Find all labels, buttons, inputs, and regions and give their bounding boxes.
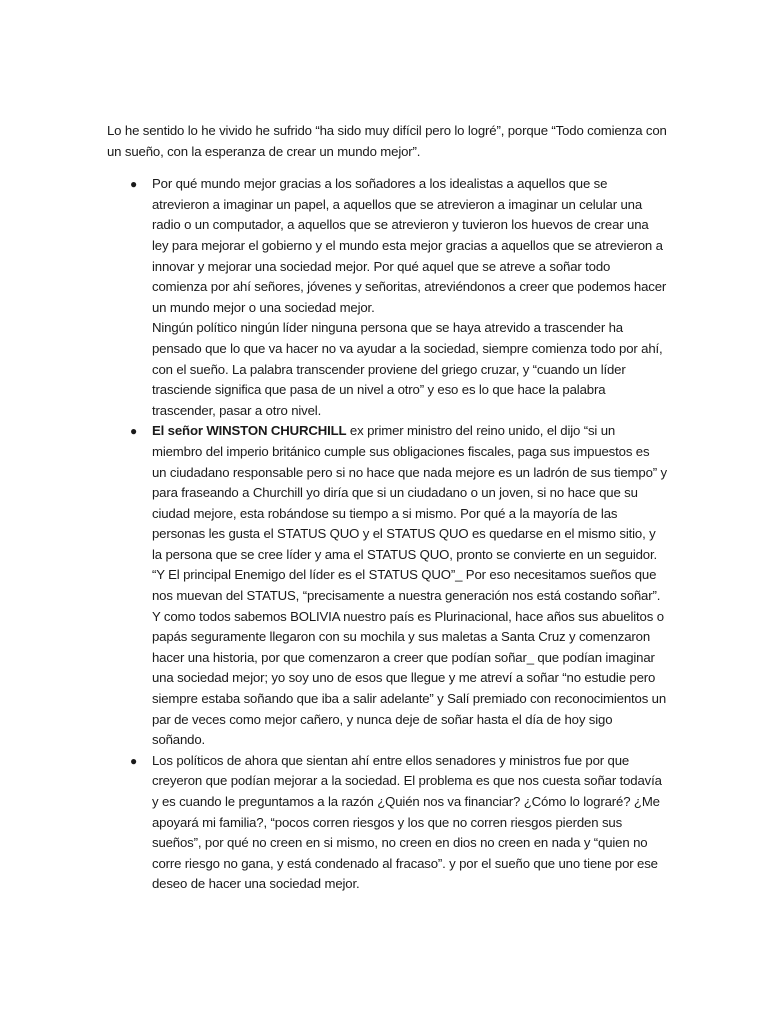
list-item bbox=[107, 751, 667, 895]
list-item-text: ex primer ministro del reino unido, el dijo “si un miembro del imperio británico cumple sus obligaciones fiscales, paga sus impuestos es un ciudadano responsable pero si no hace que nada mejore es un ladrón de sus tiempo” y para fraseando a Churchill yo diría que si un ciudadano o un joven, si no hace que su ciudad mejore, esta robándose su tiempo a si mismo. Por qué a la mayoría de las personas les gusta el STATUS QUO y el STATUS QUO es quedarse en el mismo sitio, y la persona que se cree líder y ama el STATUS QUO, pronto se convierte en un seguidor. “Y El principal Enemigo del líder es el STATUS QUO”_ Por eso necesitamos sueños que nos muevan del STATUS, “precisamente a nuestra generación nos está costando soñar”. Y como todos sabemos BOLIVIA nuestro país es Plurinacional, hace años sus abuelitos o papás seguramente llegaron con su mochila y sus maletas a Santa Cruz y comenzaron hacer una historia, por que comenzaron a creer que podían soñar_ que podían imaginar una sociedad mejor; yo soy uno de esos que llegue y me atreví a soñar “no estudie pero siempre estaba soñando que iba a salir adelante” y Salí premiado con reconocimientos un par de veces como mejor cañero, y nunca deje de soñar hasta el día de hoy sigo soñando. bbox=[152, 423, 667, 748]
document-body bbox=[107, 121, 667, 895]
list-item-paragraph: Por qué mundo mejor gracias a los soñadores a los idealistas a aquellos que se atrevieron a imaginar un papel, a aquellos que se atrevieron a imaginar un celular una radio o un computador, a aquellos que se atrevieron y tuvieron los huevos de crear una ley para mejorar el gobierno y el mundo esta mejor gracias a aquellos que se atrevieron a innovar y mejorar una sociedad mejor. Por qué aquel que se atreve a soñar todo comienza por ahí señores, jóvenes y señoritas, atreviéndonos a creer que podemos hacer un mundo mejor o una sociedad mejor. bbox=[152, 176, 667, 315]
bold-lead: El señor WINSTON CHURCHILL bbox=[152, 423, 347, 439]
bullet-icon: ● bbox=[130, 177, 138, 192]
list-item-paragraph bbox=[152, 421, 667, 751]
bullet-list bbox=[107, 174, 667, 895]
list-item bbox=[107, 174, 667, 421]
list-item bbox=[107, 421, 667, 751]
bullet-icon: ● bbox=[130, 424, 138, 439]
bullet-icon: ● bbox=[130, 753, 138, 768]
list-item-paragraph: Los políticos de ahora que sientan ahí entre ellos senadores y ministros fue por que creyeron que podían mejorar a la sociedad. El problema es que nos cuesta soñar todavía y es cuando le preguntamos a la razón ¿Quién nos va financiar? ¿Cómo lo lograré? ¿Me apoyará mi familia?, “pocos corren riesgos y los que no corren riesgos pierden sus sueños”, por qué no creen en si mismo, no creen en dios no creen en nada y “quien no corre riesgo no gana, y está condenado al fracaso”. y por el sueño que uno tiene por ese deseo de hacer una sociedad mejor. bbox=[152, 752, 662, 892]
intro-paragraph: Lo he sentido lo he vivido he sufrido “ha sido muy difícil pero lo logré”, porque “Todo comienza con un sueño, con la esperanza de crear un mundo mejor”. bbox=[107, 123, 667, 159]
list-item-paragraph: Ningún político ningún líder ninguna persona que se haya atrevido a trascender ha pensado que lo que va hacer no va ayudar a la sociedad, siempre comienza todo por ahí, con el sueño. La palabra transcender proviene del griego cruzar, y “cuando un líder trasciende significa que pasa de un nivel a otro” y eso es lo que hace la palabra trascender, pasar a otro nivel. bbox=[152, 320, 663, 418]
